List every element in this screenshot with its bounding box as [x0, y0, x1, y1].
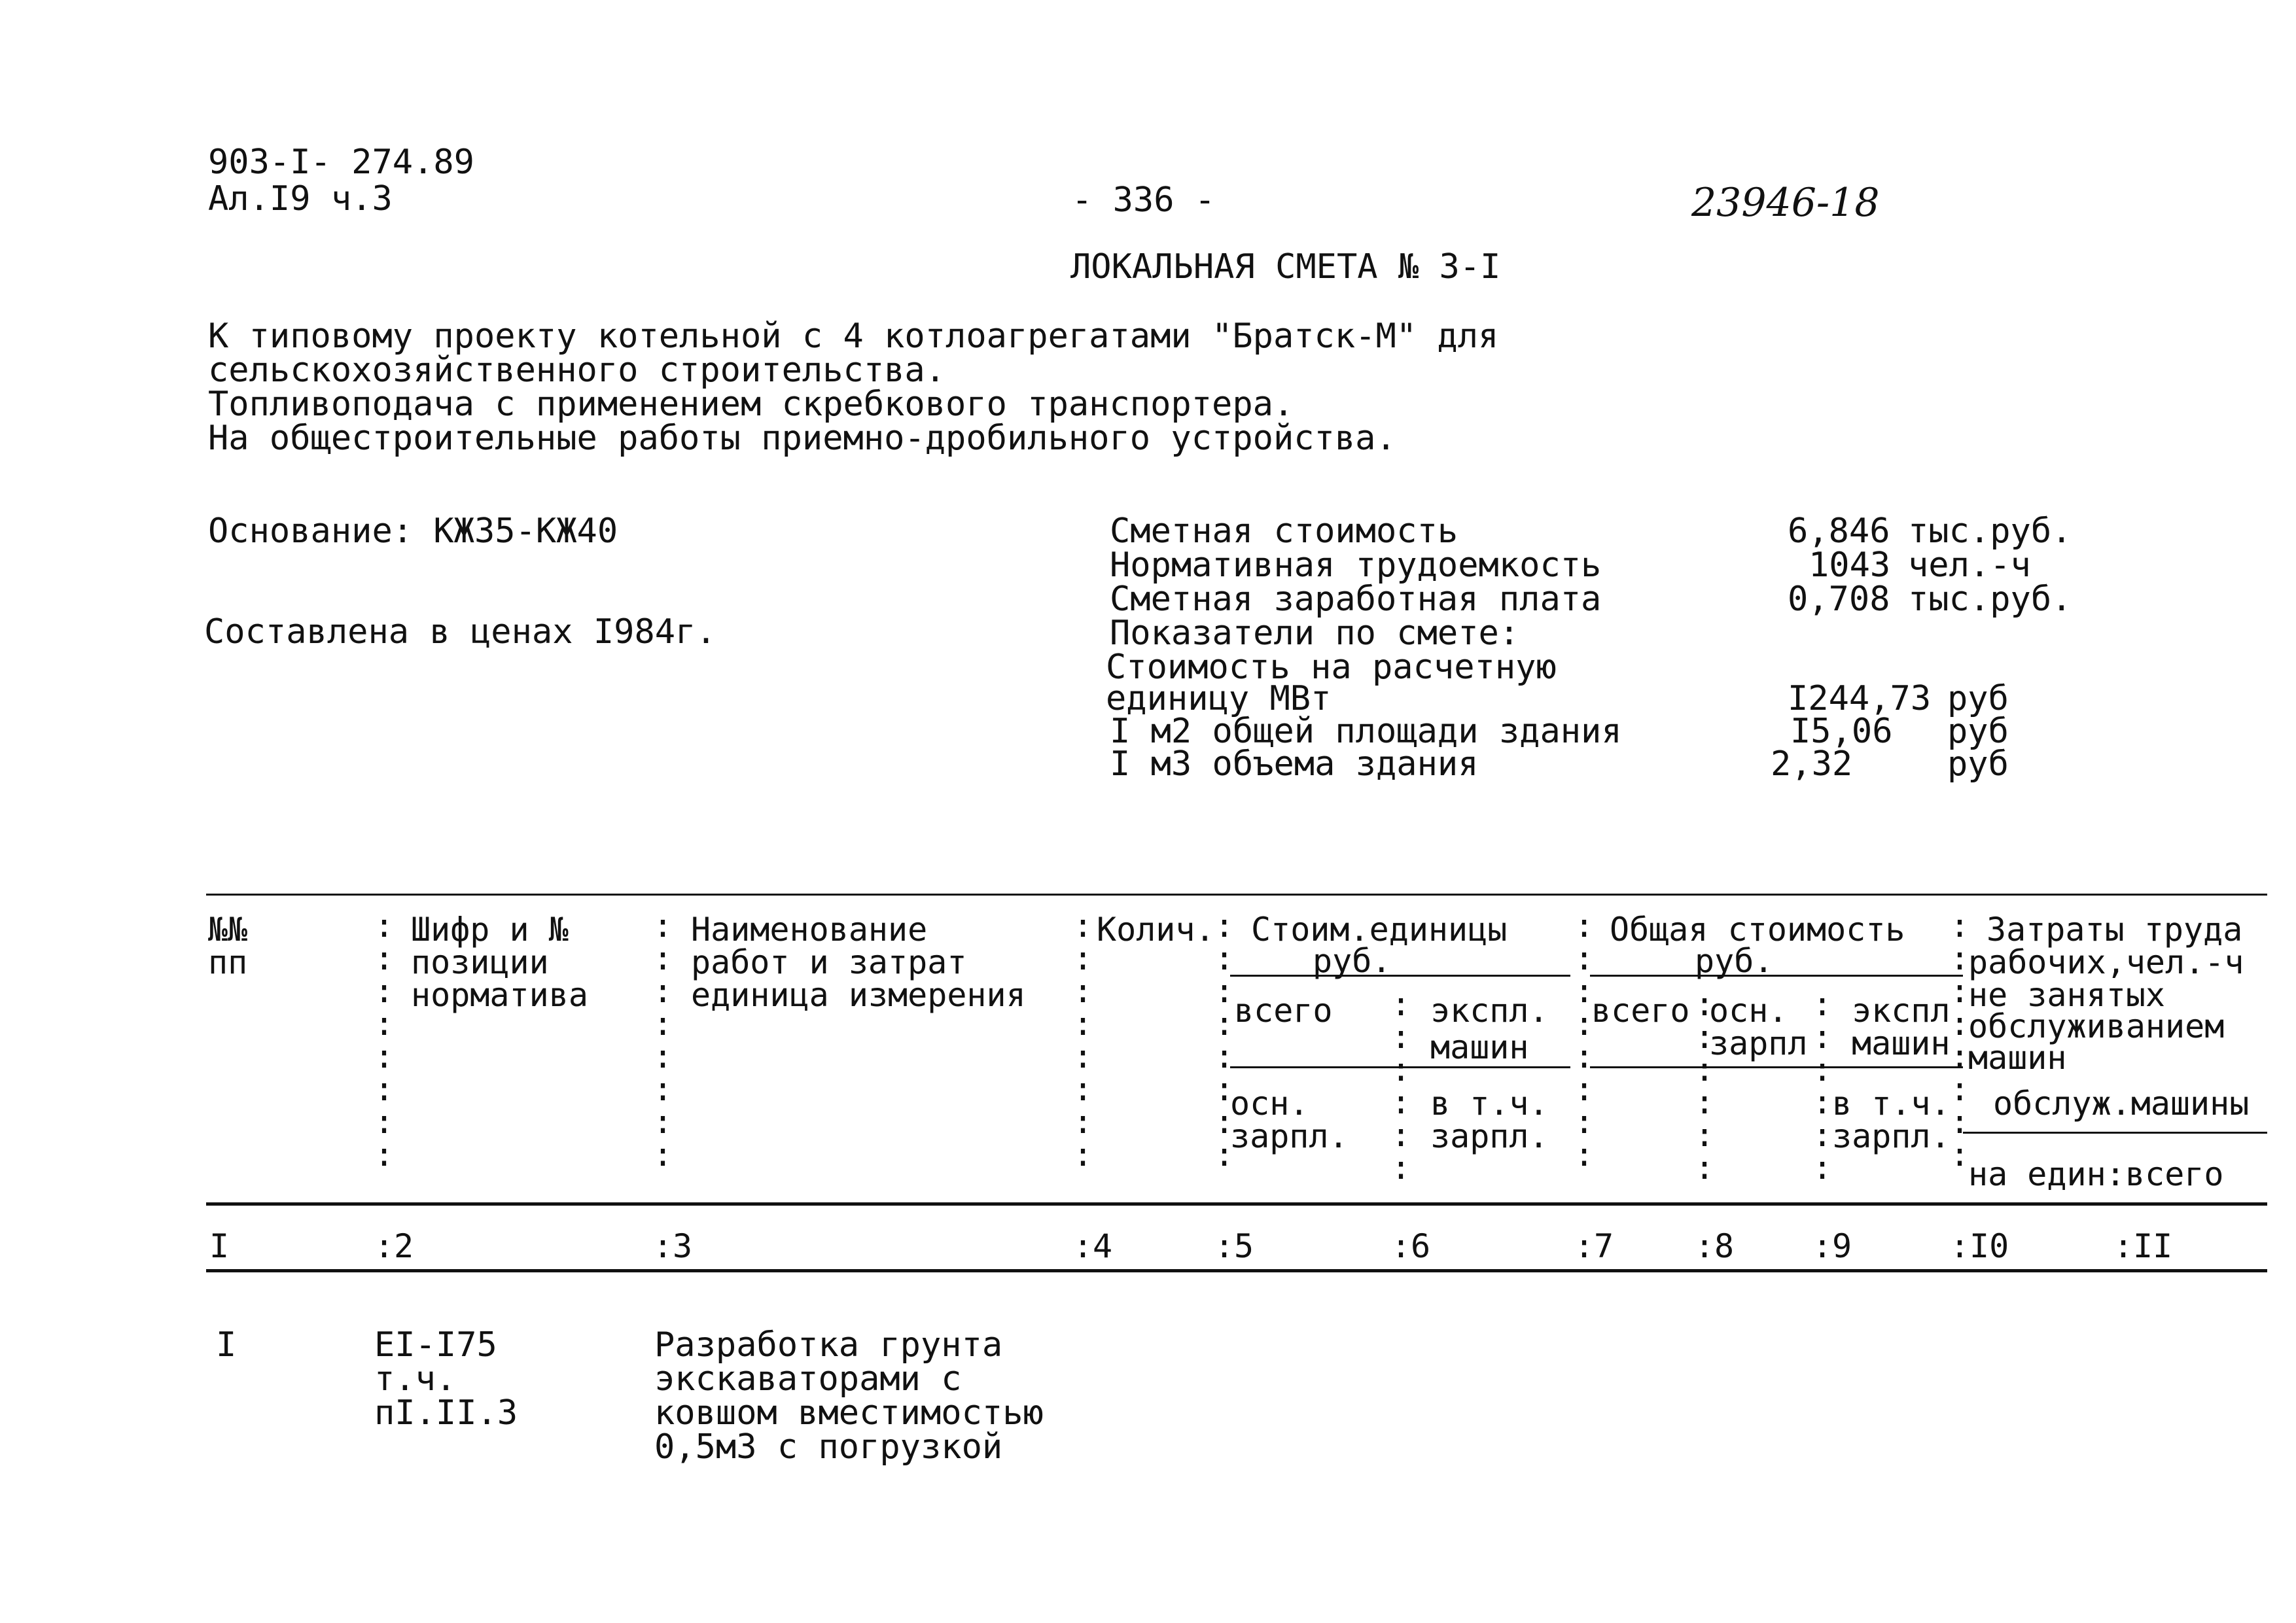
column-number-separator: : — [653, 1227, 673, 1265]
intro-line: На общестроительные работы приемно-дробильного устройства. — [208, 419, 1396, 458]
intro-line: Топливоподача с применением скребкового транспортера. — [208, 385, 1294, 424]
table-row — [0, 1325, 2296, 1485]
col-header-total-cost: руб. — [1695, 942, 1774, 980]
column-number-separator: : — [1214, 1227, 1235, 1265]
col-header-name: работ и затрат — [691, 943, 967, 981]
cost-per-unit-value: I244,73 — [1788, 679, 1932, 718]
document-code: 903-I- 274.89 — [208, 143, 474, 182]
column-separator: : : : : : : : : — [1214, 907, 1235, 1174]
col-header-name: единица измерения — [691, 976, 1026, 1014]
col-header-unit-cost: Стоим.единицы — [1251, 911, 1508, 949]
column-number-separator: : — [2113, 1227, 2134, 1265]
unit-cost-base-wage: осн. — [1230, 1085, 1309, 1123]
column-number: I — [209, 1227, 230, 1265]
column-number: 6 — [1411, 1227, 1431, 1265]
column-number: II — [2133, 1227, 2173, 1265]
column-separator: : : : : : : — [1391, 985, 1411, 1187]
col-header-number: пп — [208, 943, 248, 981]
volume-value: 2,32 — [1771, 744, 1853, 784]
page-title: ЛОКАЛЬНАЯ СМЕТА № 3-I — [1070, 247, 1501, 287]
cost-per-unit-label: Стоимость на расчетную — [1106, 648, 1557, 687]
column-numbers-bottom-rule — [206, 1269, 2267, 1272]
summary-label: Нормативная трудоемкость — [1110, 546, 1602, 585]
area-label: I м2 общей площади здания — [1110, 712, 1622, 751]
labor-per-unit: на един — [1968, 1155, 2106, 1193]
total-cost-all: всего — [1591, 992, 1690, 1030]
total-cost-incl-wage: в т.ч. — [1832, 1085, 1951, 1123]
col-header-unit-cost: руб. — [1313, 942, 1392, 980]
summary-unit: тыс.руб. — [1908, 512, 2072, 551]
row-work-name: 0,5м3 с погрузкой — [654, 1427, 1003, 1467]
column-number: 7 — [1594, 1227, 1614, 1265]
column-number-separator: : — [1812, 1227, 1833, 1265]
column-number: I0 — [1969, 1227, 2009, 1265]
col-header-code: Шифр и № — [411, 911, 569, 949]
column-separator: : : : : : : : : — [653, 907, 673, 1174]
labor-subrule — [1963, 1132, 2267, 1134]
unit-cost-incl-wage: в т.ч. — [1430, 1085, 1549, 1123]
column-number-separator: : — [1574, 1227, 1595, 1265]
col-header-labor: обслуживанием — [1968, 1007, 2225, 1045]
column-number-separator: : — [1950, 1227, 1970, 1265]
album-reference: Ал.I9 ч.3 — [208, 179, 393, 218]
total-cost-machines: машин — [1852, 1024, 1951, 1062]
column-number-separator: : — [1073, 1227, 1093, 1265]
row-work-name: экскаваторами с — [654, 1359, 962, 1399]
col-header-labor: Затраты труда — [1987, 911, 2243, 949]
column-separator: : : : : : : — [1695, 985, 1715, 1187]
volume-label: I м3 объема здания — [1110, 744, 1479, 784]
column-number-separator: : — [374, 1227, 395, 1265]
row-code: т.ч. — [374, 1359, 457, 1399]
column-separator: : : : : : : : : — [1073, 907, 1093, 1174]
column-number: 3 — [673, 1227, 693, 1265]
unit-cost-machines: экспл. — [1430, 992, 1549, 1030]
volume-unit: руб — [1947, 744, 2009, 784]
total-cost-subrule-2 — [1590, 1066, 1963, 1068]
unit-cost-subrule — [1230, 975, 1570, 977]
col-header-number: №№ — [208, 911, 248, 949]
column-number: 8 — [1714, 1227, 1735, 1265]
intro-line: сельскохозяйственного строительства. — [208, 351, 946, 390]
page-number: - 336 - — [1072, 181, 1216, 220]
labor-per-unit-separator: : — [2106, 1155, 2126, 1193]
labor-machine-service: обслуж.машины — [1993, 1085, 2250, 1123]
col-header-code: позиции — [411, 943, 549, 981]
row-number: I — [216, 1325, 237, 1365]
col-header-labor: не занятых — [1968, 976, 2166, 1014]
total-cost-base-wage: зарпл — [1709, 1024, 1808, 1062]
column-number: 4 — [1093, 1227, 1113, 1265]
column-number: 9 — [1832, 1227, 1852, 1265]
column-separator: : : : : : : : : — [1950, 907, 1970, 1174]
col-header-labor: рабочих,чел.-ч — [1968, 943, 2244, 981]
row-work-name: ковшом вместимостью — [654, 1393, 1044, 1433]
column-separator: : : : : : : — [1812, 985, 1833, 1187]
unit-cost-incl-wage: зарпл. — [1430, 1117, 1549, 1155]
col-header-total-cost: Общая стоимость — [1610, 911, 1905, 949]
summary-unit: тыс.руб. — [1908, 580, 2072, 619]
intro-line: К типовому проекту котельной с 4 котлоагрегатами "Братск-М" для — [208, 317, 1499, 356]
summary-value: 0,708 — [1788, 580, 1890, 619]
unit-cost-base-wage: зарпл. — [1230, 1117, 1349, 1155]
col-header-name: Наименование — [691, 911, 928, 949]
row-code: пI.II.3 — [374, 1393, 518, 1433]
column-number-separator: : — [1695, 1227, 1715, 1265]
summary-unit: чел.-ч — [1908, 546, 2031, 585]
row-work-name: Разработка грунта — [654, 1325, 1003, 1365]
total-cost-incl-wage: зарпл. — [1832, 1117, 1951, 1155]
unit-cost-machines: машин — [1430, 1028, 1529, 1066]
cost-per-unit-label: единицу МВт — [1106, 679, 1332, 718]
total-cost-subrule — [1590, 975, 1963, 977]
unit-cost-all: всего — [1234, 992, 1333, 1030]
column-number: 5 — [1234, 1227, 1254, 1265]
area-value: I5,06 — [1790, 712, 1893, 751]
column-number: 2 — [394, 1227, 414, 1265]
indicators-label: Показатели по смете: — [1110, 614, 1520, 653]
table-header-bottom-rule — [206, 1202, 2267, 1206]
summary-value: 6,846 — [1788, 512, 1890, 551]
table-top-rule — [206, 894, 2267, 896]
row-code: EI-I75 — [374, 1325, 497, 1365]
col-header-code: норматива — [411, 976, 588, 1014]
area-unit: руб — [1947, 712, 2009, 751]
summary-label: Сметная заработная плата — [1110, 580, 1602, 619]
cost-per-unit-unit: руб — [1947, 679, 2009, 718]
total-cost-machines: экспл — [1852, 992, 1951, 1030]
column-separator: : : : : : : : : — [374, 907, 395, 1174]
labor-total: всего — [2125, 1155, 2224, 1193]
column-number-separator: : — [1391, 1227, 1411, 1265]
col-header-quantity: Колич. — [1097, 911, 1215, 949]
total-cost-base-wage: осн. — [1709, 992, 1788, 1030]
column-separator: : : : : : : : : — [1574, 907, 1595, 1174]
summary-label: Сметная стоимость — [1110, 512, 1458, 551]
basis-text: Основание: КЖ35-КЖ40 — [208, 512, 618, 551]
summary-value: 1043 — [1809, 546, 1891, 585]
document-id: 23946-18 — [1691, 180, 1880, 226]
col-header-labor: машин — [1968, 1039, 2067, 1077]
prices-text: Составлена в ценах I984г. — [204, 612, 716, 652]
